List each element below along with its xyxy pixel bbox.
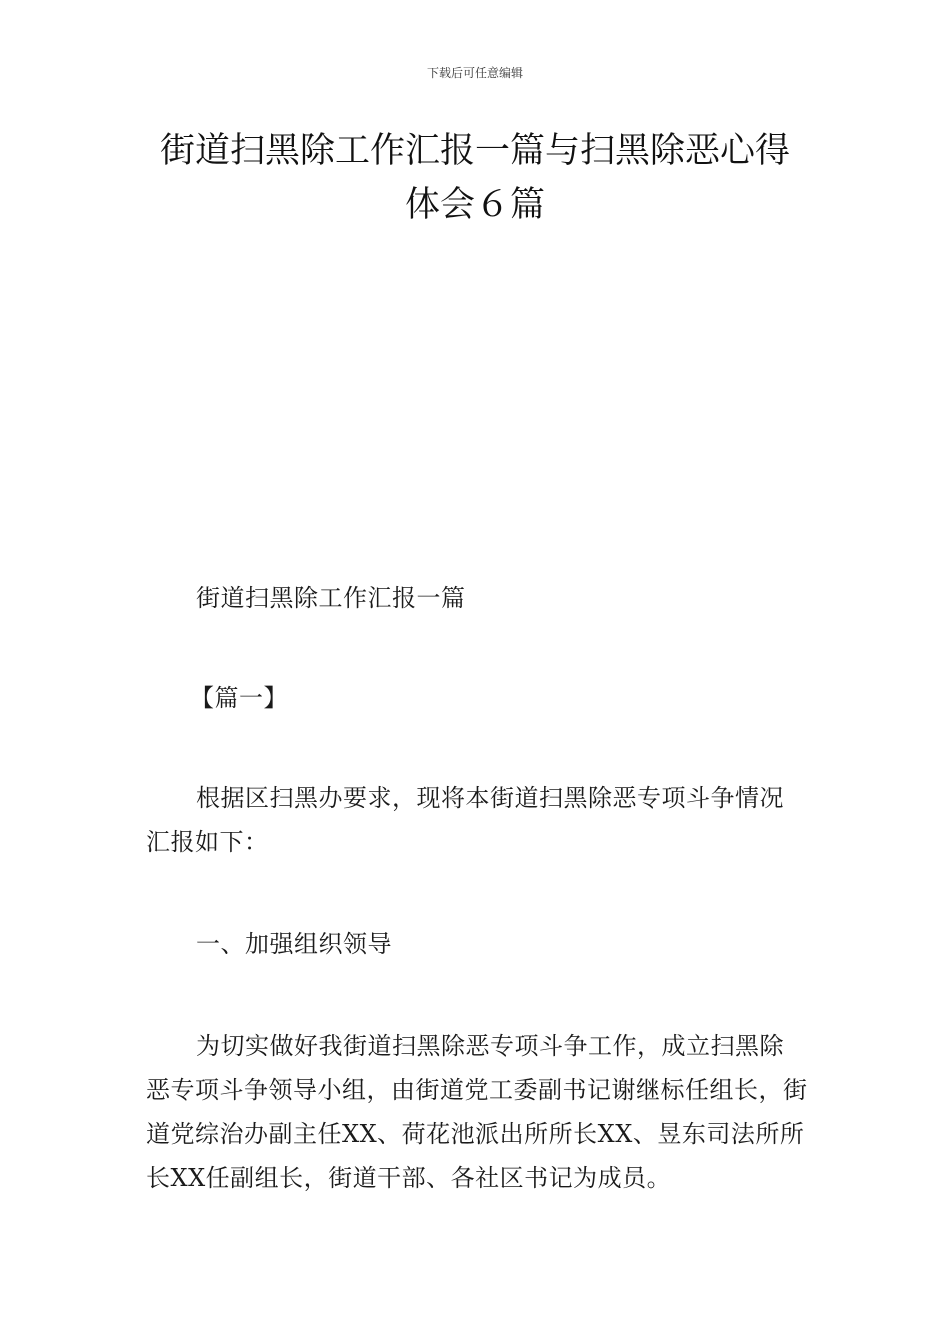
header-note: 下载后可任意编辑 [426,66,523,80]
paragraph-1: 根据区扫黑办要求，现将本街道扫黑除恶专项斗争情况汇报如下： [146,784,784,856]
part-label: 【篇一】 [190,684,288,712]
title-line-1: 街道扫黑除工作汇报一篇与扫黑除恶心得 [159,131,790,171]
paragraph-2: 为切实做好我街道扫黑除恶专项斗争工作，成立扫黑除恶专项斗争领导小组，由街道党工委副书记谢继标任组长，街道党综治办副主任XX、荷花池派出所所长XX、昱东司法所所长XX任副组长，街道干部、各社区书记为成员。 [146,1032,808,1192]
document-title [100,124,850,232]
section-heading: 街道扫黑除工作汇报一篇 [196,584,466,612]
title-line-2: 体会６篇 [404,185,545,225]
heading-1: 一、加强组织领导 [196,930,392,958]
